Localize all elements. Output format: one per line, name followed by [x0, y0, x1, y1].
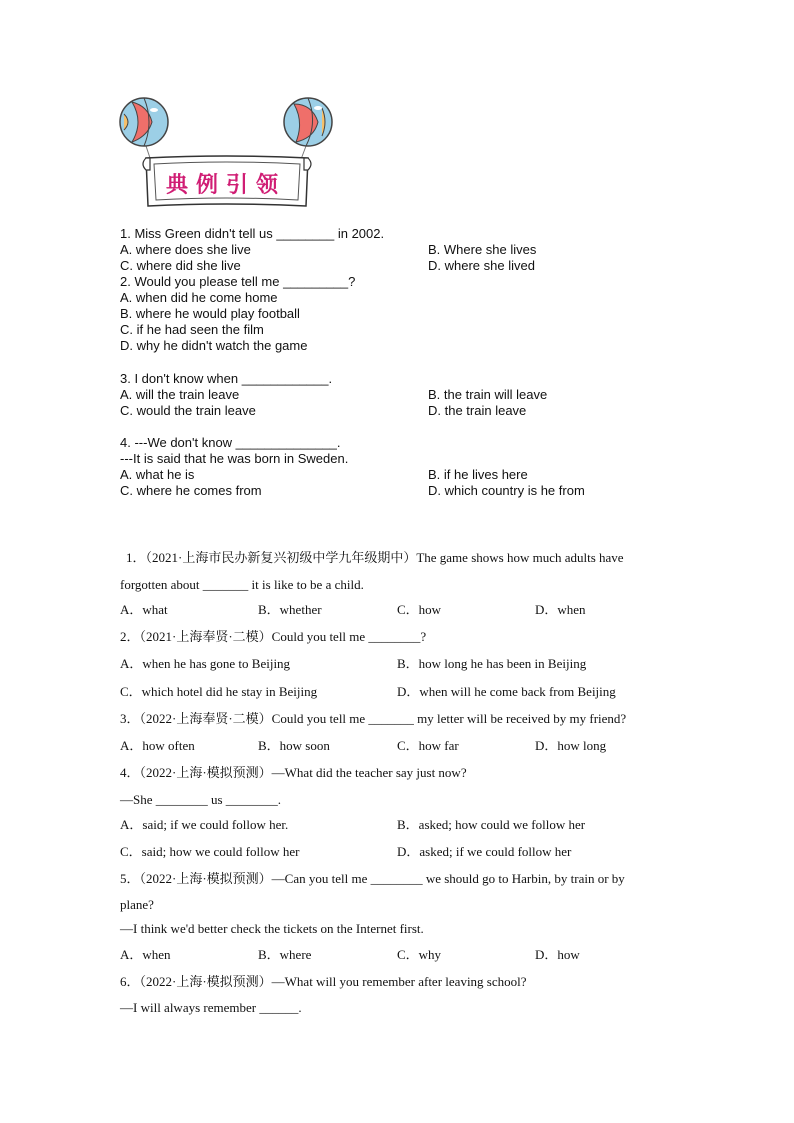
option-c: C．which hotel did he stay in Beijing	[120, 684, 318, 699]
option-a: A. where does she live	[120, 242, 251, 257]
banner-title: 典例引领	[166, 172, 287, 198]
option-c: C. where he comes from	[120, 483, 262, 498]
question-dialogue: —I think we'd better check the tickets on the Internet first.	[120, 921, 424, 936]
question-stem: 2．（2021·上海奉贤·二模）Could you tell me ________?	[120, 629, 427, 644]
option-d: D．when will he come back from Beijing	[397, 684, 616, 699]
option-d: D. why he didn't watch the game	[120, 338, 308, 353]
option-d: D. where she lived	[428, 258, 535, 273]
option-c: C．how far	[397, 738, 459, 753]
question-stem: 4. ---We don't know ______________.	[120, 435, 341, 450]
question-stem: 1. Miss Green didn't tell us ________ in 2002.	[120, 226, 385, 241]
option-b: B．asked; how could we follow her	[397, 817, 586, 832]
option-d: D．asked; if we could follow her	[397, 844, 572, 859]
question-stem: 4．（2022·上海·模拟预测）—What did the teacher say just now?	[120, 765, 467, 780]
question-stem: 2. Would you please tell me _________?	[120, 274, 356, 289]
option-c: C. would the train leave	[120, 403, 256, 418]
question-stem: 3. I don't know when ____________.	[120, 371, 333, 386]
option-b: B. if he lives here	[428, 467, 528, 482]
option-a: A. will the train leave	[120, 387, 240, 402]
question-dialogue: —She ________ us ________.	[120, 792, 282, 807]
option-c: C．said; how we could follow her	[120, 844, 300, 859]
option-d: D. which country is he from	[428, 483, 585, 498]
option-b: B. the train will leave	[428, 387, 548, 402]
option-a: A．when	[120, 947, 171, 962]
question-stem-continued: forgotten about _______ it is like to be a child.	[120, 577, 364, 592]
question-dialogue: ---It is said that he was born in Sweden.	[120, 451, 349, 466]
option-d: D．when	[535, 602, 586, 617]
option-b: B．where	[258, 947, 312, 962]
option-d: D．how	[535, 947, 580, 962]
option-b: B．whether	[258, 602, 322, 617]
option-b: B. Where she lives	[428, 242, 537, 257]
option-d: D. the train leave	[428, 403, 527, 418]
question-stem-continued: plane?	[120, 897, 154, 912]
option-a: A．how often	[120, 738, 195, 753]
question-stem: 5．（2022·上海·模拟预测）—Can you tell me ________ we should go to Harbin, by train or by	[120, 871, 625, 886]
option-a: A．said; if we could follow her.	[120, 817, 289, 832]
balloon-right-icon	[284, 98, 332, 146]
balloon-left-icon	[120, 98, 168, 146]
question-stem: 3．（2022·上海奉贤·二模）Could you tell me _______ my letter will be received by my friend?	[120, 711, 627, 726]
option-c: C．why	[397, 947, 442, 962]
option-a: A．what	[120, 602, 168, 617]
question-stem: 1．（2021·上海市民办新复兴初级中学九年级期中）The game shows how much adults have	[126, 550, 624, 565]
option-a: A. what he is	[120, 467, 195, 482]
option-b: B．how soon	[258, 738, 330, 753]
option-c: C. where did she live	[120, 258, 241, 273]
question-stem: 6．（2022·上海·模拟预测）—What will you remember after leaving school?	[120, 974, 527, 989]
option-d: D．how long	[535, 738, 607, 753]
question-dialogue: —I will always remember ______.	[120, 1000, 302, 1015]
option-b: B. where he would play football	[120, 306, 300, 321]
option-c: C．how	[397, 602, 442, 617]
option-c: C. if he had seen the film	[120, 322, 264, 337]
option-a: A. when did he come home	[120, 290, 278, 305]
option-a: A．when he has gone to Beijing	[120, 656, 291, 671]
option-b: B．how long he has been in Beijing	[397, 656, 587, 671]
